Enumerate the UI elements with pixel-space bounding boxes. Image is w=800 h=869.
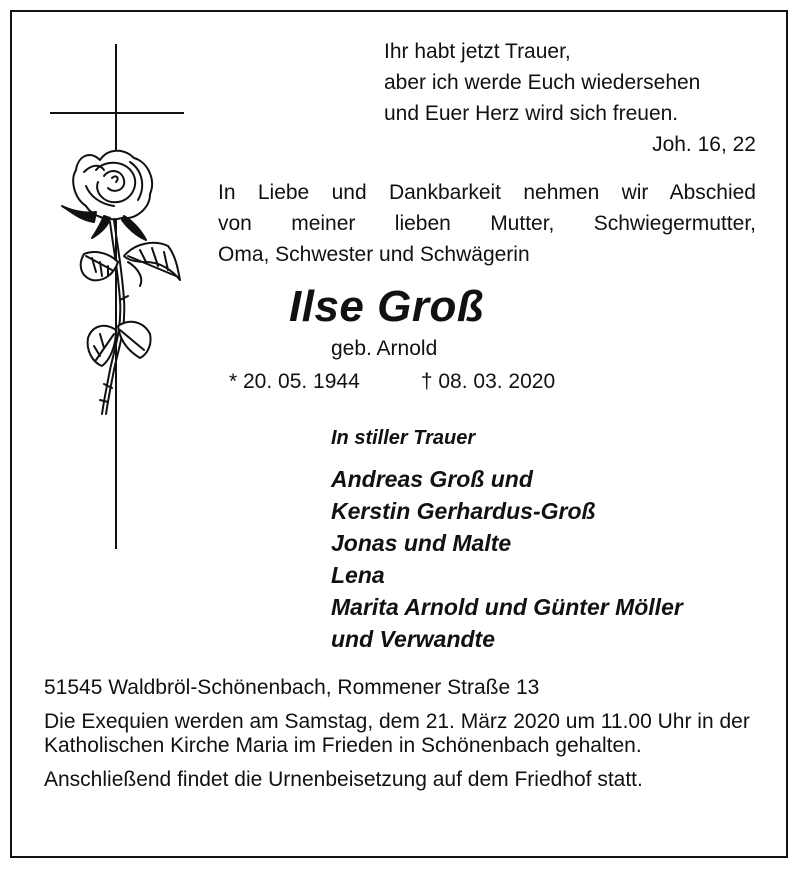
- rose-icon: [62, 151, 180, 414]
- deceased-name: Ilse Groß: [289, 282, 485, 331]
- verse-line: und Euer Herz wird sich freuen.: [384, 102, 679, 125]
- birth-name: geb. Arnold: [331, 337, 438, 360]
- intro-line: In Liebe und Dankbarkeit nehmen wir Abschied: [218, 181, 756, 204]
- mourner-name: Andreas Groß und: [331, 466, 533, 492]
- intro-text: [218, 177, 756, 270]
- birth-date: * 20. 05. 1944: [229, 370, 360, 393]
- footer-info: [44, 676, 760, 802]
- mourner-name: Lena: [331, 562, 385, 588]
- address: 51545 Waldbröl-Schönenbach, Rommener Straße 13: [44, 676, 540, 699]
- verse-line: Ihr habt jetzt Trauer,: [384, 40, 571, 63]
- death-date: † 08. 03. 2020: [420, 370, 556, 393]
- exequies-text: Die Exequien werden am Samstag, dem 21. März 2020 um 11.00 Uhr in der Katholischen Kirche Maria im Frieden in Schönenbach gehalten.: [44, 710, 750, 757]
- verse-line: aber ich werde Euch wiedersehen: [384, 71, 701, 94]
- mourner-name: Jonas und Malte: [331, 530, 512, 556]
- burial-text: Anschließend findet die Urnenbeisetzung auf dem Friedhof statt.: [44, 768, 643, 791]
- intro-line: Oma, Schwester und Schwägerin: [218, 243, 530, 266]
- mourner-name: und Verwandte: [331, 626, 495, 652]
- mourning-heading: In stiller Trauer: [331, 427, 476, 449]
- bible-verse: [384, 36, 756, 160]
- intro-line: von meiner lieben Mutter, Schwiegermutter,: [218, 212, 756, 235]
- mourner-name: Kerstin Gerhardus-Groß: [331, 498, 596, 524]
- mourners-list: [331, 463, 683, 655]
- mourner-name: Marita Arnold und Günter Möller: [331, 594, 683, 620]
- verse-reference: Joh. 16, 22: [652, 133, 756, 156]
- life-dates: [229, 370, 555, 394]
- cross-icon: [50, 44, 184, 549]
